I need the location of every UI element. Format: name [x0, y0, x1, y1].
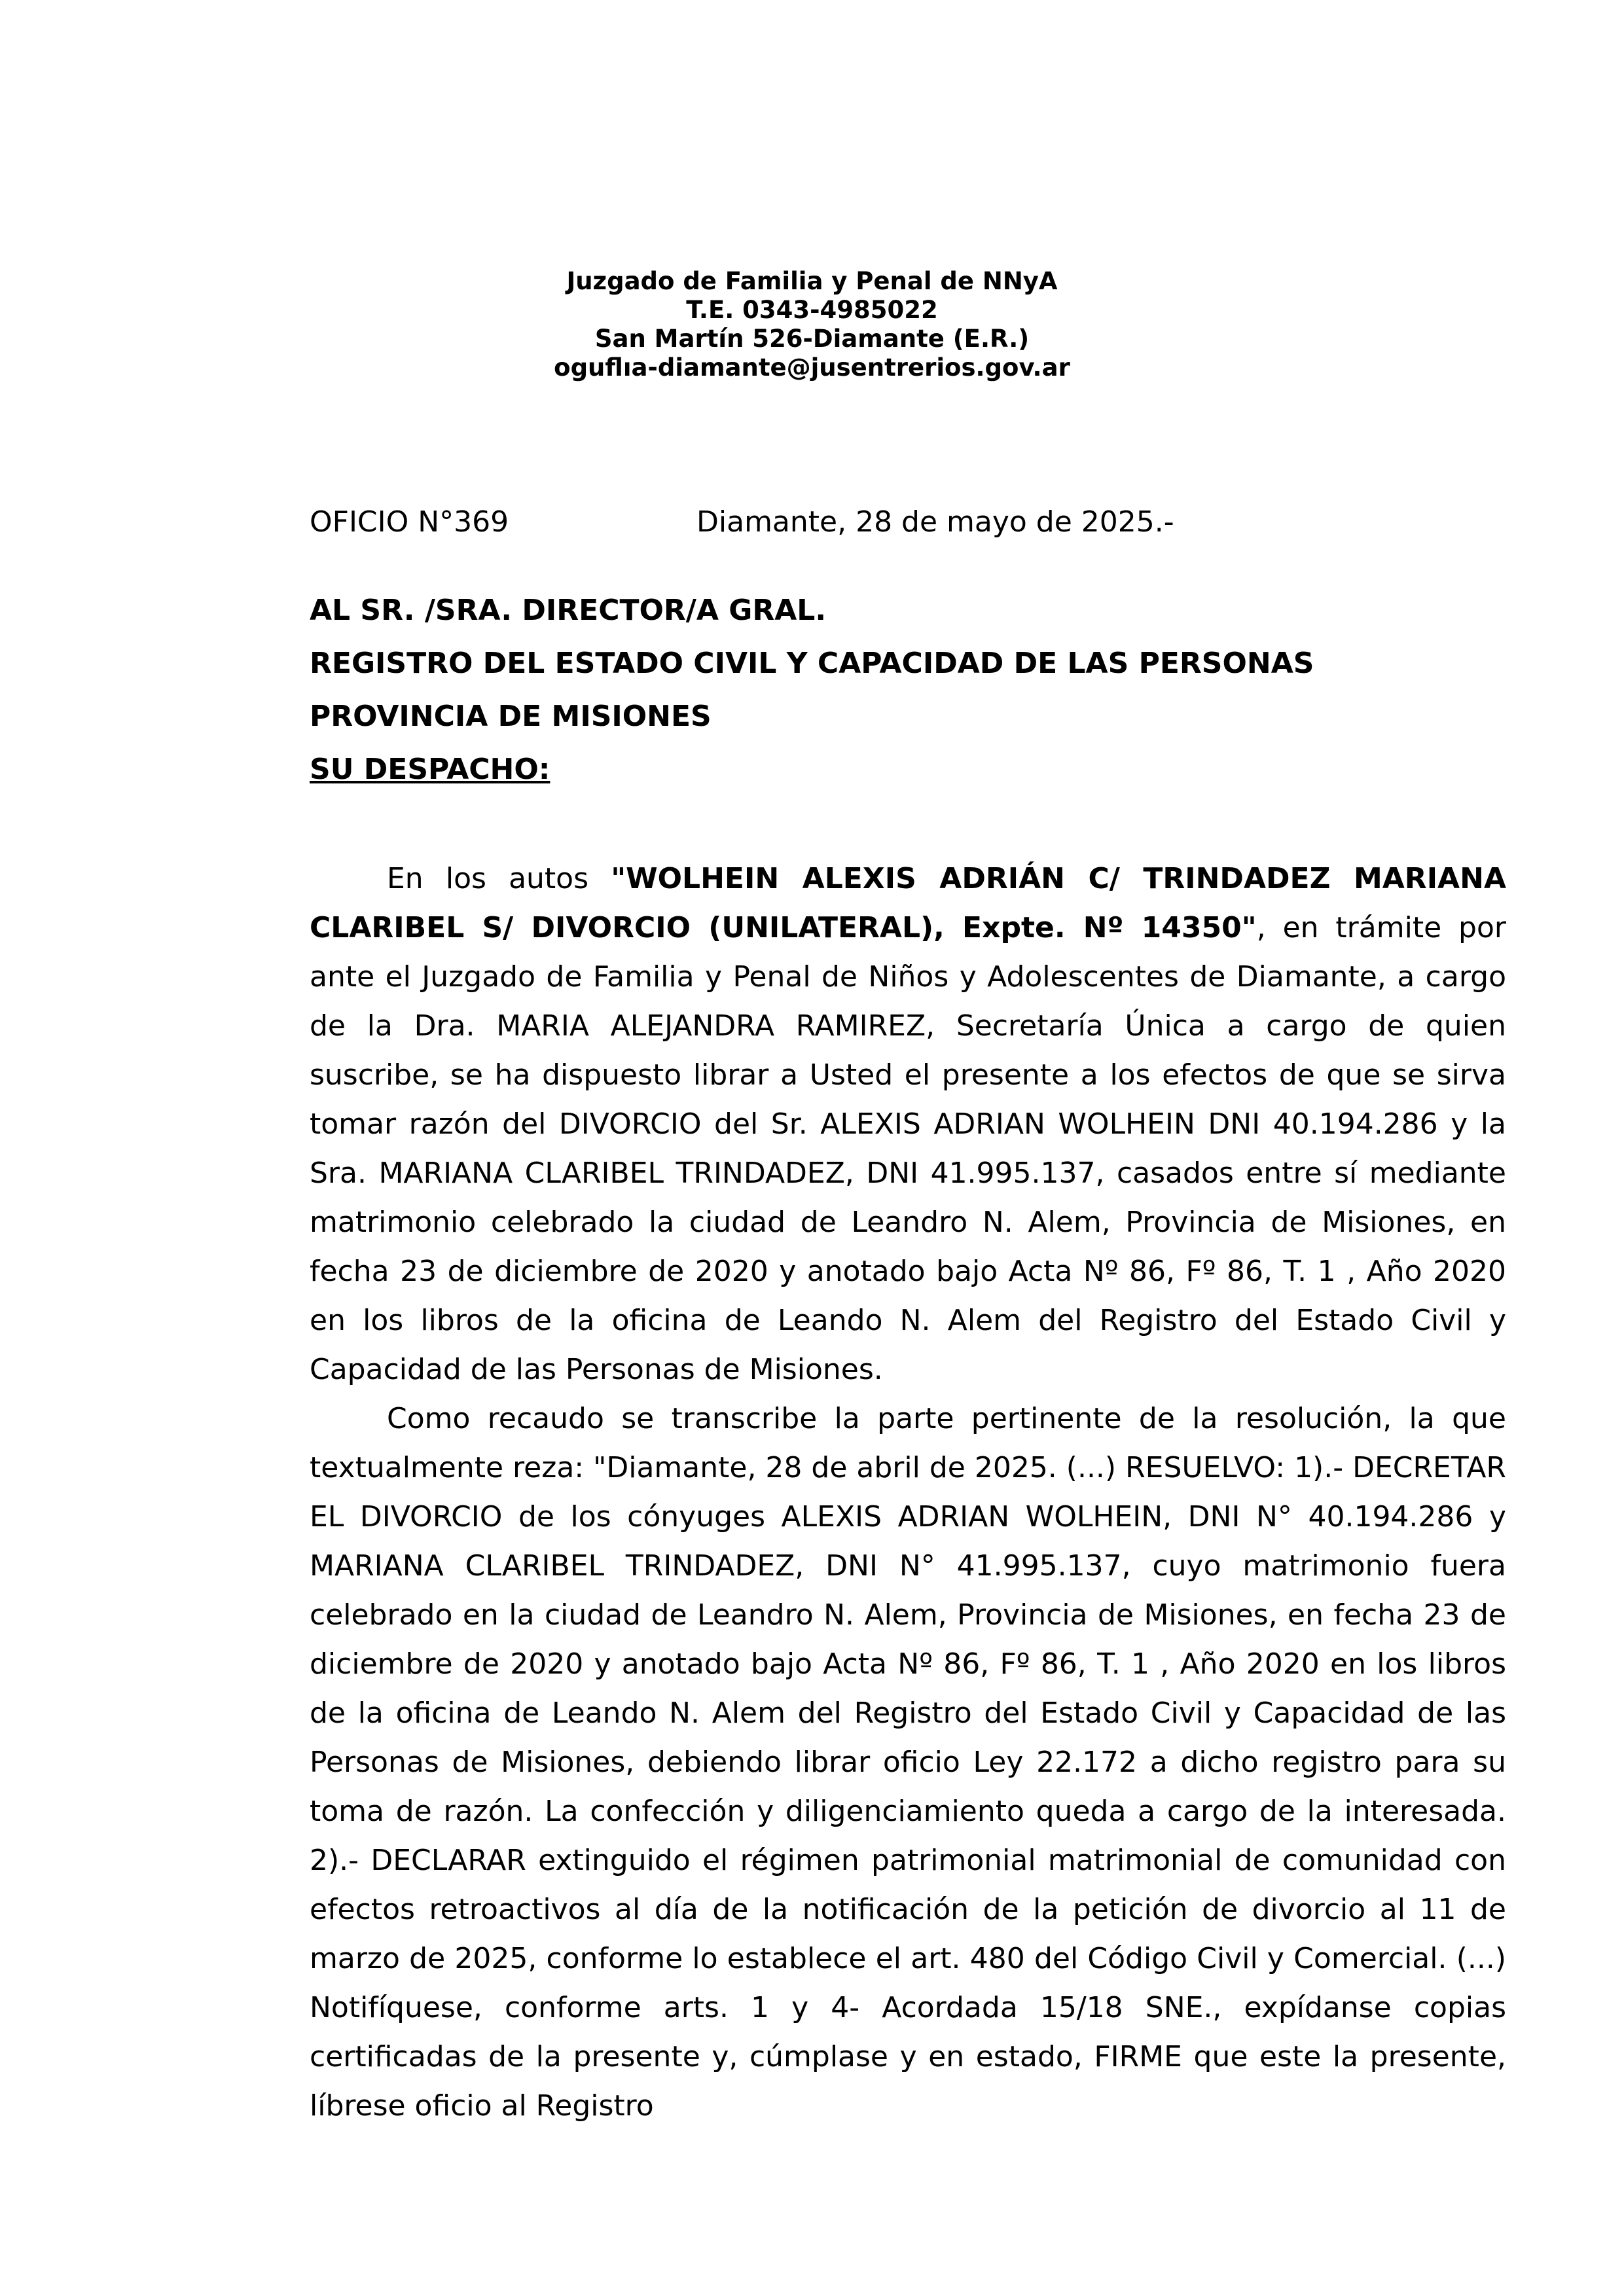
oficio-number: OFICIO N°369: [310, 505, 509, 539]
document-body: [310, 854, 1506, 2130]
body-paragraph-1: [310, 854, 1506, 1394]
addressee-registry: REGISTRO DEL ESTADO CIVIL Y CAPACIDAD DE LAS PERSONAS: [310, 647, 1314, 680]
case-title: "WOLHEIN ALEXIS ADRIÁN C/ TRINDADEZ MARIANA CLARIBEL S/ DIVORCIO (UNILATERAL), Expte. Nº 14350": [310, 862, 1506, 944]
court-phone: T.E. 0343-4985022: [686, 296, 938, 324]
addressee-title: AL SR. /SRA. DIRECTOR/A GRAL.: [310, 594, 827, 627]
document-meta: [310, 504, 1174, 541]
addressee-block: [310, 584, 1314, 796]
court-letterhead: [0, 267, 1624, 382]
court-address: San Martín 526-Diamante (E.R.): [594, 325, 1030, 353]
addressee-province: PROVINCIA DE MISIONES: [310, 700, 712, 733]
court-name: Juzgado de Familia y Penal de NNyA: [566, 267, 1058, 295]
p1-lead: En los autos: [387, 862, 611, 895]
addressee-despacho: SU DESPACHO:: [310, 753, 550, 786]
court-email: oguflıa-diamante@jusentrerios.gov.ar: [554, 353, 1070, 382]
document-date: Diamante, 28 de mayo de 2025.-: [696, 505, 1174, 539]
p1-rest: , en trámite por ante el Juzgado de Familia y Penal de Niños y Adolescentes de Diamante, a cargo de la Dra. MARIA ALEJANDRA RAMIREZ, Secretaría Única a cargo de quien suscribe, se ha dispuesto librar a Usted el presente a los efectos de que se sirva tomar razón del DIVORCIO del Sr. ALEXIS ADRIAN WOLHEIN DNI 40.194.286 y la Sra. MARIANA CLARIBEL TRINDADEZ, DNI 41.995.137, casados entre sí mediante matrimonio celebrado la ciudad de Leandro N. Alem, Provincia de Misiones, en fecha 23 de diciembre de 2020 y anotado bajo Acta Nº 86, Fº 86, T. 1 , Año 2020 en los libros de la oficina de Leando N. Alem del Registro del Estado Civil y Capacidad de las Personas de Misiones.: [310, 911, 1506, 1386]
body-paragraph-2: Como recaudo se transcribe la parte pertinente de la resolución, la que textualmente reza: "Diamante, 28 de abril de 2025. (...) RESUELVO: 1).- DECRETAR EL DIVORCIO de los cónyuges ALEXIS ADRIAN WOLHEIN, DNI N° 40.194.286 y MARIANA CLARIBEL TRINDADEZ, DNI N° 41.995.137, cuyo matrimonio fuera celebrado en la ciudad de Leandro N. Alem, Provincia de Misiones, en fecha 23 de diciembre de 2020 y anotado bajo Acta Nº 86, Fº 86, T. 1 , Año 2020 en los libros de la oficina de Leando N. Alem del Registro del Estado Civil y Capacidad de las Personas de Misiones, debiendo librar oficio Ley 22.172 a dicho registro para su toma de razón. La confección y diligenciamiento queda a cargo de la interesada. 2).- DECLARAR extinguido el régimen patrimonial matrimonial de comunidad con efectos retroactivos al día de la notificación de la petición de divorcio al 11 de marzo de 2025, conforme lo establece el art. 480 del Código Civil y Comercial. (...) Notifíquese, conforme arts. 1 y 4- Acordada 15/18 SNE., expídanse copias certificadas de la presente y, cúmplase y en estado, FIRME que este la presente, líbrese oficio al Registro: [310, 1402, 1506, 2123]
